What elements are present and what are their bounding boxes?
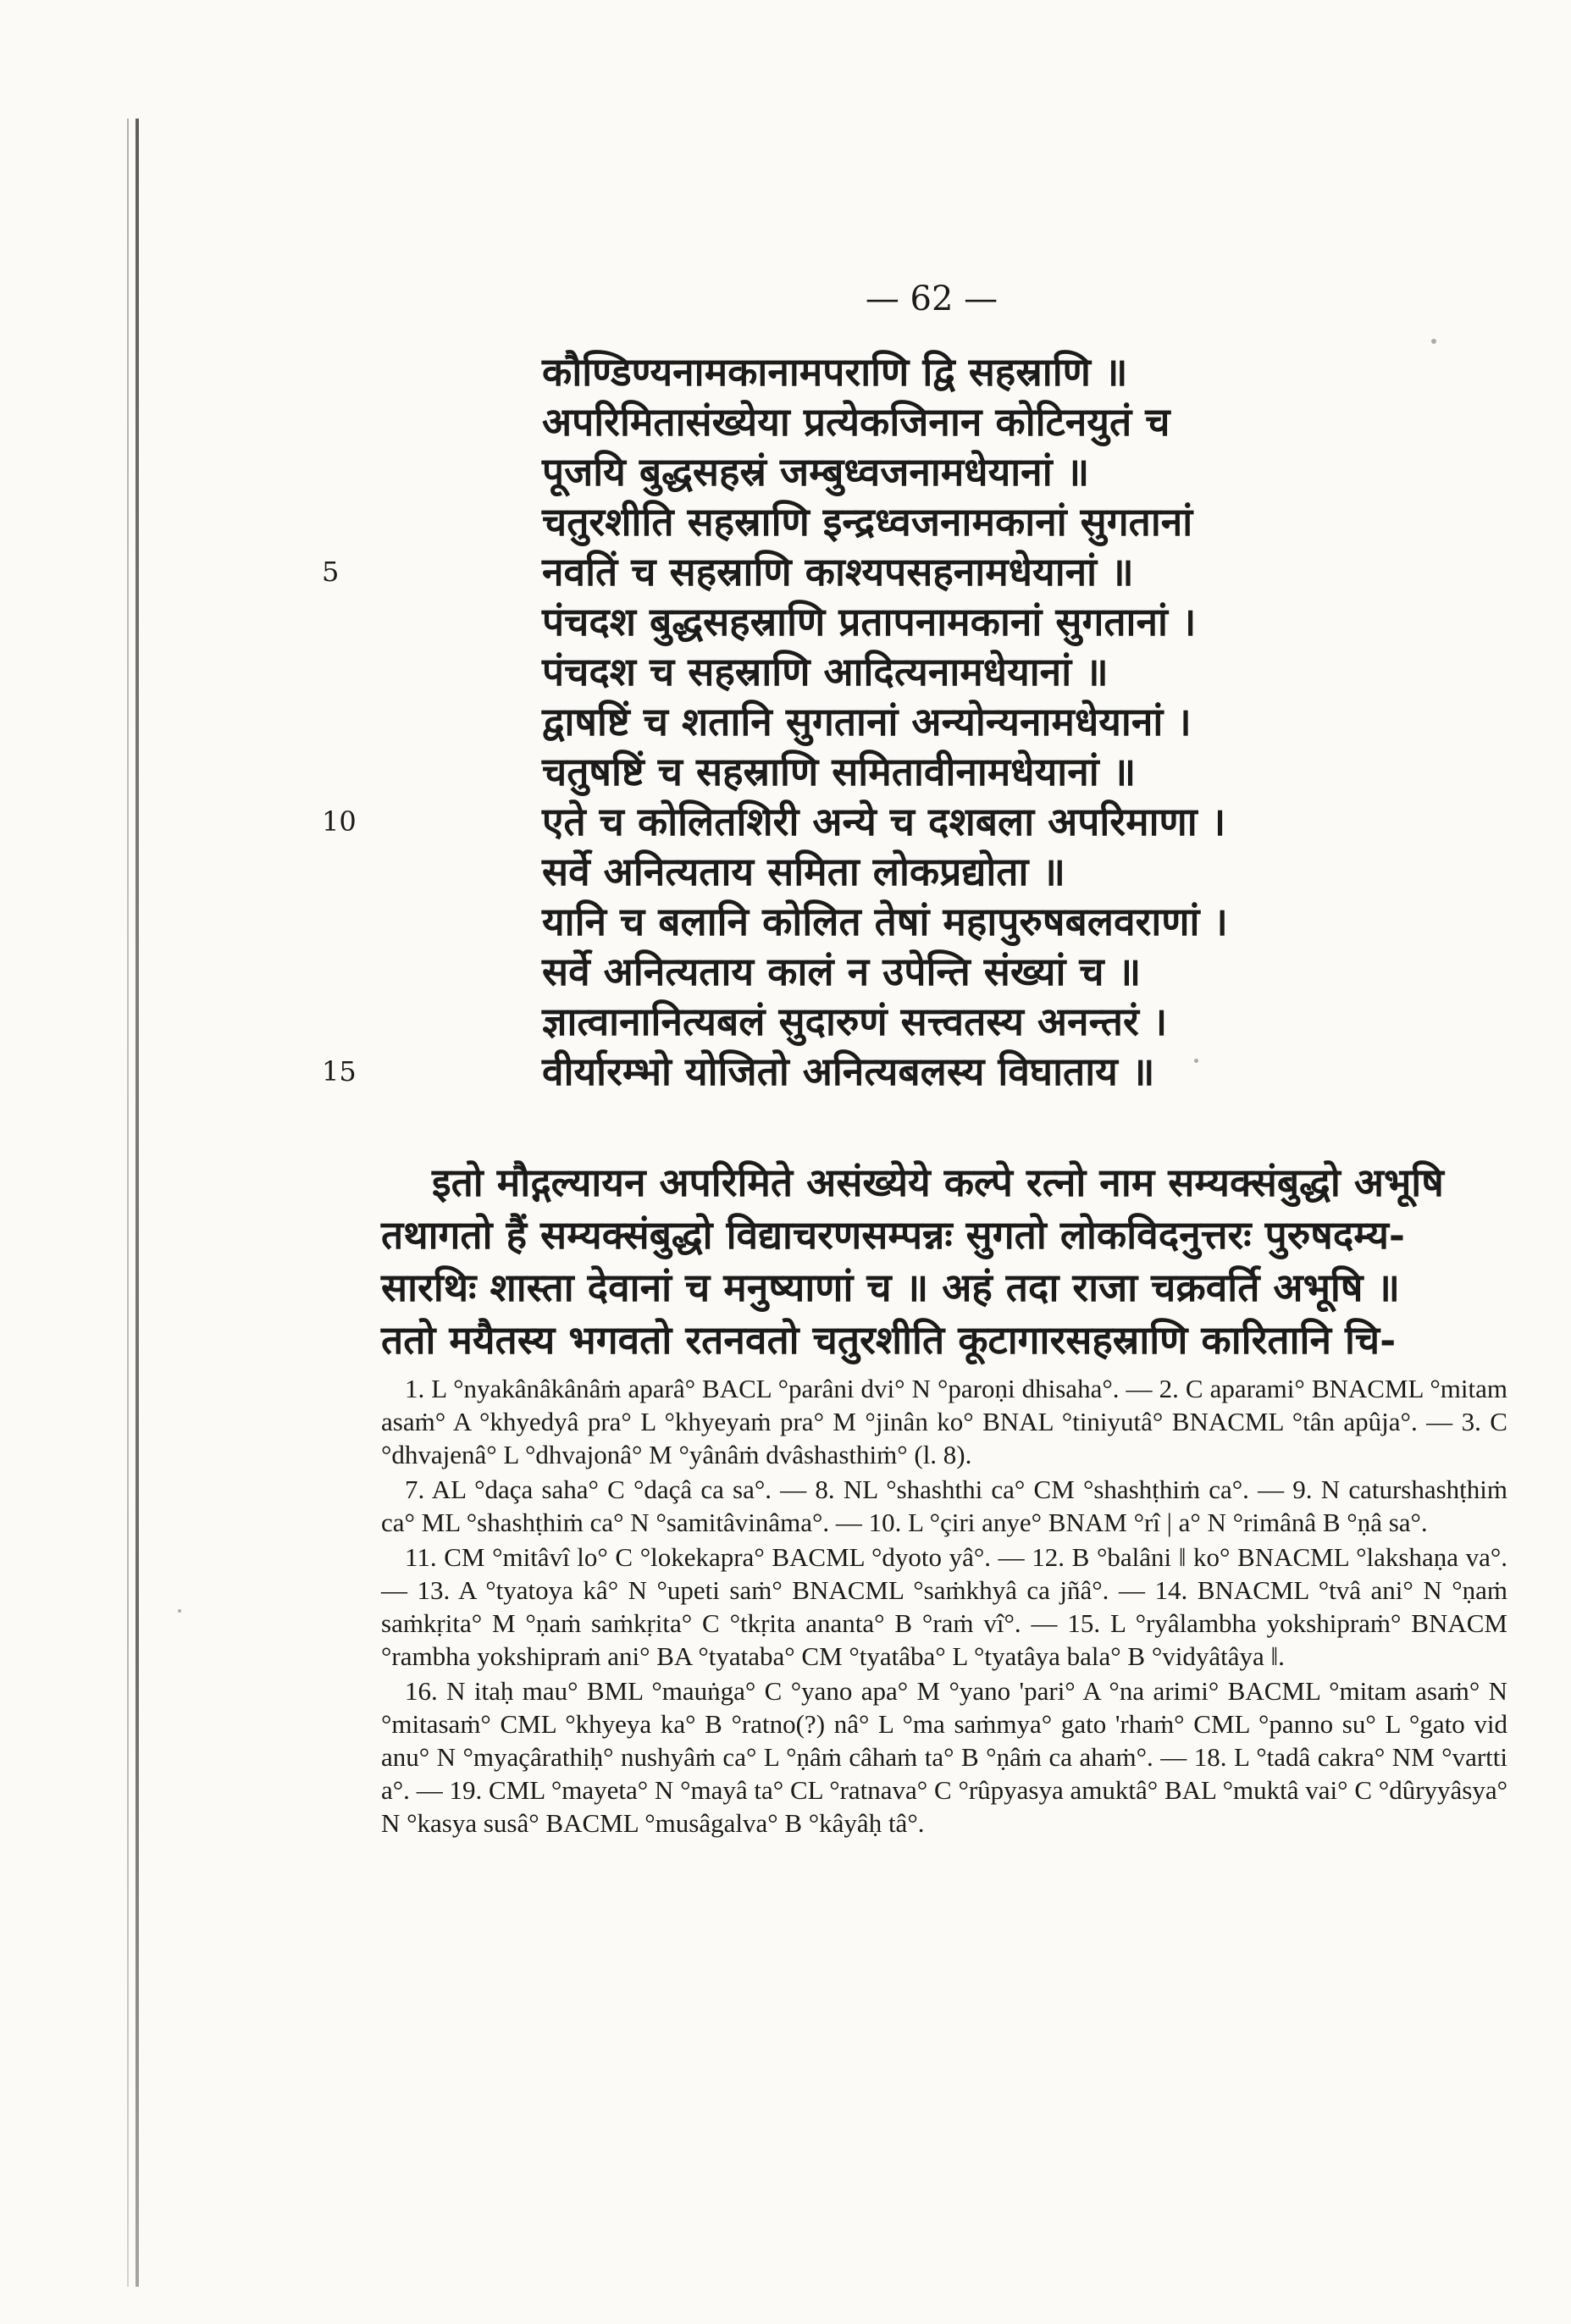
verse-text: चतुषष्टिं च सहस्राणि समितावीनामधेयानां ॥ [542, 749, 1137, 794]
verse-text: ज्ञात्वानानित्यबलं सुदारुणं सत्त्वतस्य अनन्तरं । [542, 999, 1168, 1044]
verse-text: एते च कोलितशिरी अन्ये च दशबला अपरिमाणा । [542, 799, 1226, 844]
verse-text: अपरिमितासंख्येया प्रत्येकजिनान कोटिनयुतं च [542, 399, 1170, 445]
verse-line [322, 947, 1338, 997]
verse-text: सर्वे अनित्यताय समिता लोकप्रद्योता ॥ [542, 849, 1065, 894]
verse-line [322, 547, 1338, 597]
verse-line [322, 647, 1338, 697]
verse-line [322, 997, 1338, 1047]
prose-line: इतो मौद्गल्यायन अपरिमिते असंख्येये कल्पे रत्नो नाम सम्यक्संबुद्धो अभूषि [432, 1159, 1444, 1205]
verse-line [322, 347, 1338, 397]
verse-text: सर्वे अनित्यताय कालं न उपेन्ति संख्यां च ॥ [542, 949, 1142, 994]
verse-line [322, 397, 1338, 447]
scan-speck [1194, 1059, 1198, 1063]
prose-paragraph [381, 1156, 1499, 1366]
verse-line [322, 847, 1338, 897]
verse-line [322, 497, 1338, 547]
verse-text: कौण्डिण्यनामकानामपराणि द्वि सहस्राणि ॥ [542, 349, 1128, 395]
verse-text: द्वाषष्टिं च शतानि सुगतानां अन्योन्यनामधेयानां । [542, 699, 1192, 744]
verse-text: पूजयि बुद्धसहस्रं जम्बुध्वजनामधेयानां ॥ [542, 449, 1090, 495]
prose-line: सारथिः शास्ता देवानां च मनुष्याणां च ॥ अहं तदा राजा चक्रवर्ति अभूषि ॥ [381, 1264, 1400, 1310]
verse-text: नवतिं च सहस्राणि काश्यपसहनामधेयानां ॥ [542, 549, 1134, 595]
binding-edge-line [136, 119, 139, 2287]
verse-text: पंचदश बुद्धसहस्राणि प्रतापनामकानां सुगतानां । [542, 599, 1197, 645]
scan-speck [178, 1609, 181, 1613]
footnote: 11. CM °mitâvî lo° C °lokekapra° BACML °dyoto yâ°. — 12. B °balâni ‖ ko° BNACML °lakshaṇa va°. — 13. A °tyatoya kâ° N °upeti saṁ° BNACML °saṁkhyâ ca jñâ°. — 14. BNACML °tvâ ani° N °ṇaṁ saṁkṛita° M °ṇaṁ saṁkṛita° C °tkṛita ananta° B °raṁ vî°. — 15. L °ryâlambha yokshipraṁ° BNACM °rambha yokshipraṁ ani° BA °tyataba° CM °tyatâba° L °tyatâya bala° B °vidyâtâya ‖. [381, 1542, 1507, 1671]
verse-line [322, 797, 1338, 847]
scan-speck [1431, 339, 1436, 344]
footnote: 1. L °nyakânâkânâṁ aparâ° BACL °parâni dvi° N °paroṇi dhisaha°. — 2. C aparami° BNACML °mitam asaṁ° A °khyedyâ pra° L °khyeyaṁ pra° M °jinân ko° BNAL °tiniyutâ° BNACML °tân apûja°. — 3. C °dhvajenâ° L °dhvajonâ° M °yânâṁ dvâshasthiṁ° (l. 8). [381, 1374, 1507, 1469]
verse-text: चतुरशीति सहस्राणि इन्द्रध्वजनामकानां सुगतानां [542, 499, 1193, 545]
verse-text: यानि च बलानि कोलित तेषां महापुरुषबलवराणां । [542, 899, 1228, 944]
verse-text: वीर्यारम्भो योजितो अनित्यबलस्य विघाताय ॥ [542, 1049, 1155, 1094]
verse-block [322, 347, 1338, 1097]
verse-text: पंचदश च सहस्राणि आदित्यनामधेयानां ॥ [542, 649, 1109, 694]
prose-line: ततो मयैतस्य भगवतो रतनवतो चतुरशीति कूटागारसहस्राणि कारितानि चि- [381, 1317, 1397, 1363]
verse-line [322, 747, 1338, 797]
footnote: 16. N itaḥ mau° BML °mauṅga° C °yano apa° M °yano 'pari° A °na arimi° BACML °mitam asaṁ° N °mitasaṁ° CML °khyeya ka° B °ratno(?) nâ° L °ma saṁmya° gato 'rhaṁ° CML °panno su° L °gato vid anu° N °myaçârathiḥ° nushyâṁ ca° L °ṇâṁ câhaṁ ta° B °ṇâṁ ca ahaṁ°. — 18. L °tadâ cakra° NM °vartti a°. — 19. CML °mayeta° N °mayâ ta° CL °ratnava° C °rûpyasya amuktâ° BAL °muktâ vai° C °dûryyâsya° N °kasya susâ° BACML °musâgalva° B °kâyâḥ tâ°. [381, 1676, 1507, 1838]
line-number: 5 [322, 556, 340, 588]
binding-edge-line-faint [127, 119, 129, 2287]
prose-line: तथागतो हैं सम्यक्संबुद्धो विद्याचरणसम्पन्नः सुगतो लोकविदनुत्तरः पुरुषदम्य- [381, 1212, 1405, 1258]
footnotes [381, 1372, 1507, 1841]
footnote: 7. AL °daça saha° C °daçâ ca sa°. — 8. NL °shashthi ca° CM °shashṭhiṁ ca°. — 9. N caturshashṭhiṁ ca° ML °shashṭhiṁ ca° N °samitâvinâma°. — 10. L °çiri anye° BNAM °rî | a° N °rimânâ B °ṇâ sa°. [381, 1475, 1507, 1537]
page-number: — 62 — [865, 279, 998, 318]
verse-line [322, 697, 1338, 747]
verse-line [322, 447, 1338, 497]
verse-line [322, 897, 1338, 947]
line-number: 15 [322, 1055, 357, 1087]
line-number: 10 [322, 805, 357, 838]
verse-line [322, 597, 1338, 647]
verse-line [322, 1047, 1338, 1097]
